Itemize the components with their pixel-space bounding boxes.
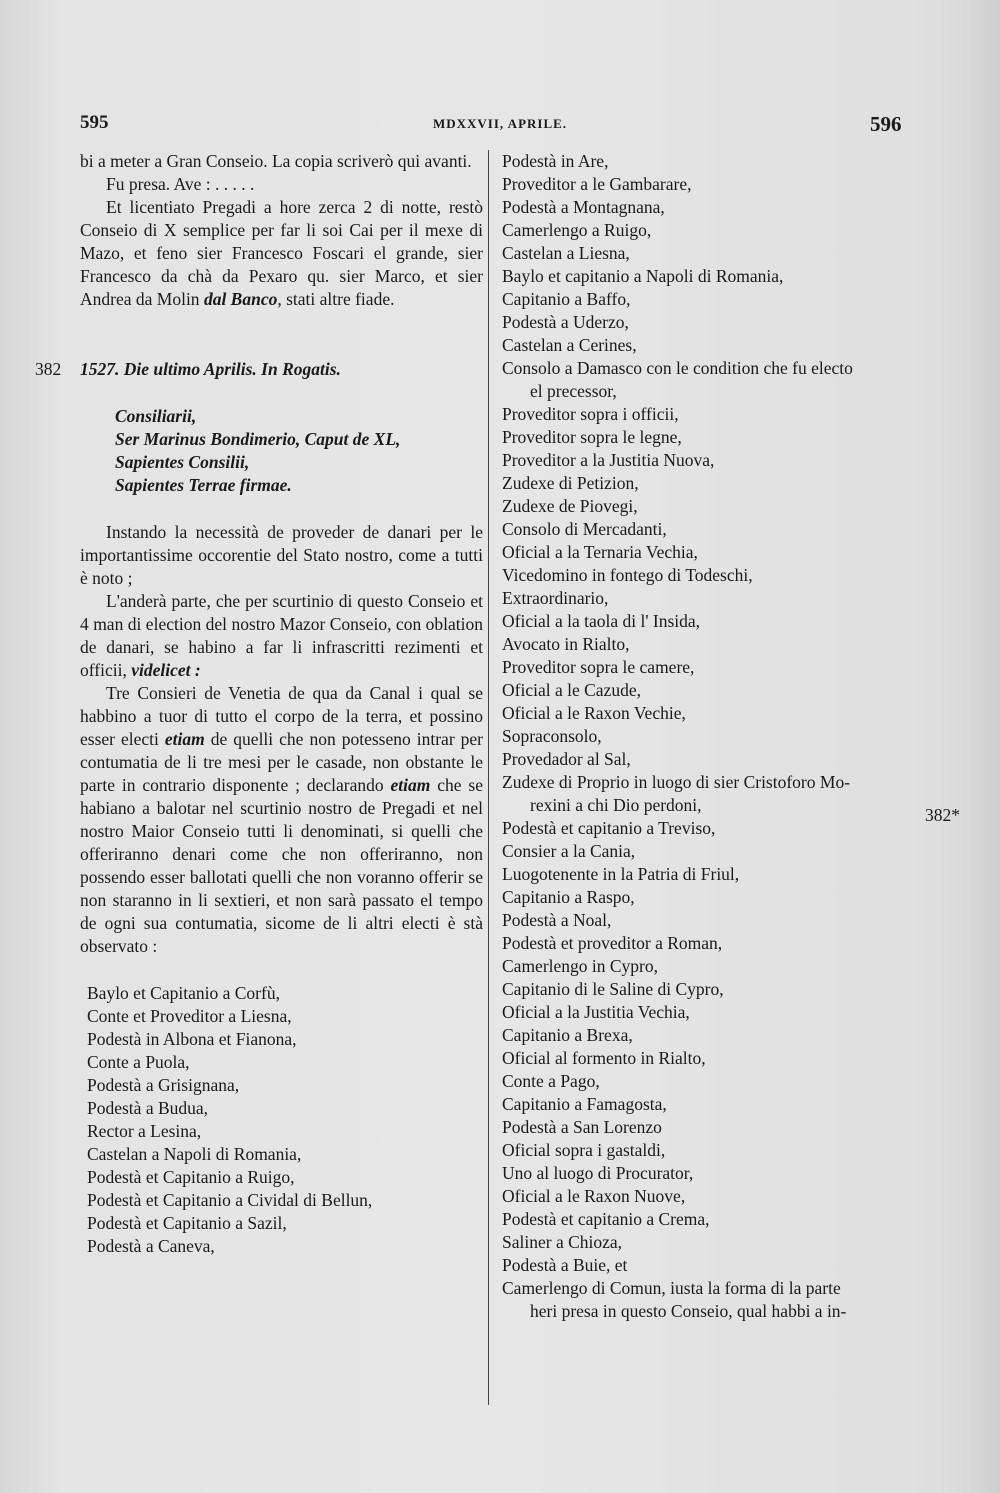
list-item: Provedador al Sal, (502, 749, 631, 769)
text-run-italic: dal Banco (203, 289, 278, 309)
list-item: Podestà in Albona et Fianona, (87, 1029, 297, 1049)
text-run: Tre Consieri de Venetia de qua da Canal i qual se habbino a tuor di tutto el corpo de la terra, et possino esser electi (80, 683, 483, 749)
paragraph: Instando la necessità de proveder de danari per le importantissime occorentie del Stato nostro, come a tutti è noto ; (80, 522, 483, 588)
text-run-italic: etiam (390, 775, 431, 795)
list-item: Castelan a Cerines, (502, 335, 637, 355)
list-item: Rector a Lesina, (87, 1121, 202, 1141)
list-item: Castelan a Liesna, (502, 243, 630, 263)
list-item: Podestà a Buie, et (502, 1255, 628, 1275)
list-item: Extraordinario, (502, 588, 609, 608)
column-divider (488, 150, 489, 1405)
margin-number-left: 382 (35, 359, 62, 379)
text-run: Et licentiato Pregadi a hore zerca 2 di notte, restò Conseio di X semplice per far li soi Cai per il mexe di Mazo, et feno sier Francesco Foscari el grande, sier Francesco da chà da Pexaro qu. sier Marco, et sier Andrea da Molin (80, 197, 483, 309)
list-item: Conte et Proveditor a Liesna, (87, 1006, 292, 1026)
list-item: Podestà a Montagnana, (502, 197, 665, 217)
text-run: , stati altre fiade. (277, 289, 395, 309)
list-item: Capitanio a Famagosta, (502, 1094, 667, 1114)
list-item: Oficial al formento in Rialto, (502, 1048, 706, 1068)
right-column (502, 150, 914, 1323)
left-column (35, 150, 484, 1258)
list-item: Camerlengo a Ruigo, (502, 220, 652, 240)
list-item: Uno al luogo di Procurator, (502, 1163, 694, 1183)
paragraph (80, 682, 483, 958)
list-item: Vicedomino in fontego di Todeschi, (502, 565, 753, 585)
list-item: Podestà a Grisignana, (87, 1075, 240, 1095)
list-item: Baylo et capitanio a Napoli di Romania, (502, 266, 784, 286)
list-item: Oficial sopra i gastaldi, (502, 1140, 666, 1160)
list-item: Consier a la Cania, (502, 841, 636, 861)
list-item: Podestà a San Lorenzo (502, 1117, 662, 1137)
list-item: Conte a Pago, (502, 1071, 600, 1091)
list-item: Avocato in Rialto, (502, 634, 630, 654)
text-run: de quelli che non potesseno intrar per contumatia de li tre mesi per le casade, non obstante le parte in contrario disponente ; declarando (80, 729, 484, 795)
list-item: Proveditor sopra le camere, (502, 657, 695, 677)
list-item: Saliner a Chioza, (502, 1232, 623, 1252)
list-item: Capitanio a Brexa, (502, 1025, 633, 1045)
list-item: Zudexe di Proprio in luogo di sier Cristoforo Mo- (502, 772, 851, 792)
list-item: Podestà et Capitanio a Ruigo, (87, 1167, 295, 1187)
list-item-continuation: heri presa in questo Conseio, qual habbi a in- (530, 1301, 847, 1321)
paragraph: bi a meter a Gran Conseio. La copia scriverò qui avanti. (80, 151, 472, 171)
list-item: Luogotenente in la Patria di Friul, (502, 864, 740, 884)
paragraph (80, 196, 483, 311)
list-item: Zudexe de Piovegi, (502, 496, 638, 516)
list-item: Zudexe di Petizion, (502, 473, 639, 493)
list-item-continuation: el precessor, (530, 381, 617, 401)
list-item: Oficial a le Raxon Nuove, (502, 1186, 686, 1206)
paragraph: Fu presa. Ave : . . . . . (106, 174, 255, 194)
list-item: Baylo et Capitanio a Corfù, (87, 983, 280, 1003)
official-line: Sapientes Terrae firmae. (115, 475, 292, 495)
office-list-right (502, 150, 914, 1323)
list-item: Proveditor a le Gambarare, (502, 174, 692, 194)
list-item: Oficial a la taola di l' Insida, (502, 611, 701, 631)
list-item-continuation: rexini a chi Dio perdoni, (530, 795, 702, 815)
list-item: Podestà in Are, (502, 151, 609, 171)
page-number-right: 596 (870, 112, 902, 136)
text-run-italic: videlicet : (131, 660, 201, 680)
list-item: Proveditor sopra le legne, (502, 427, 682, 447)
page-number-left: 595 (80, 112, 109, 133)
office-list-left (80, 982, 483, 1258)
list-item: Podestà a Noal, (502, 910, 612, 930)
official-line: Sapientes Consilii, (115, 452, 250, 472)
list-item: Podestà et proveditor a Roman, (502, 933, 723, 953)
list-item: Podestà a Caneva, (87, 1236, 215, 1256)
list-item: Podestà et capitanio a Crema, (502, 1209, 710, 1229)
list-item: Camerlengo in Cypro, (502, 956, 659, 976)
list-item: Proveditor sopra i officii, (502, 404, 679, 424)
running-title: MDXXVII, APRILE. (432, 116, 568, 131)
list-item: Oficial a la Justitia Vechia, (502, 1002, 690, 1022)
list-item: Oficial a le Raxon Vechie, (502, 703, 686, 723)
list-item: Sopraconsolo, (502, 726, 602, 746)
list-item: Castelan a Napoli di Romania, (87, 1144, 302, 1164)
page-header (0, 112, 1000, 142)
officials-list (80, 405, 483, 497)
list-item: Capitanio a Raspo, (502, 887, 635, 907)
list-item: Proveditor a la Justitia Nuova, (502, 450, 715, 470)
text-run: L'anderà parte, che per scurtinio di questo Conseio et 4 man di election del nostro Mazor Conseio, con oblation de danari, se habino a far li infrascritti rezimenti et officii, (80, 591, 483, 680)
list-item: Consolo a Damasco con le condition che fu electo (502, 358, 853, 378)
session-heading (35, 358, 483, 381)
list-item: Capitanio a Baffo, (502, 289, 631, 309)
list-item: Camerlengo di Comun, iusta la forma di la parte (502, 1278, 841, 1298)
list-item: Oficial a la Ternaria Vechia, (502, 542, 698, 562)
list-item: Conte a Puola, (87, 1052, 190, 1072)
list-item: Oficial a le Cazude, (502, 680, 641, 700)
session-date: 1527. Die ultimo Aprilis. In Rogatis. (80, 359, 341, 379)
margin-number-right: 382* (925, 805, 960, 825)
list-item: Podestà a Budua, (87, 1098, 209, 1118)
official-line: Ser Marinus Bondimerio, Caput de XL, (115, 429, 401, 449)
list-item: Podestà et Capitanio a Cividal di Bellun, (87, 1190, 373, 1210)
list-item: Podestà et Capitanio a Sazil, (87, 1213, 287, 1233)
list-item: Podestà et capitanio a Treviso, (502, 818, 716, 838)
list-item: Podestà a Uderzo, (502, 312, 629, 332)
text-run: che se habiano a balotar nel scurtinio nostro de Pregadi et nel nostro Maior Conseio tutti li denominati, si quelli che offeriranno denari come che non offeriranno, non possendo esser ballotati quelli che non voranno offerir se non staranno in li sextieri, et non sarà passato el tempo de ogni sua contumatia, sicome de li altri electi è stà observato : (80, 775, 483, 956)
list-item: Capitanio di le Saline di Cypro, (502, 979, 724, 999)
list-item: Consolo di Mercadanti, (502, 519, 667, 539)
official-line: Consiliarii, (115, 406, 197, 426)
paragraph (80, 590, 483, 682)
text-run-italic: etiam (164, 729, 205, 749)
